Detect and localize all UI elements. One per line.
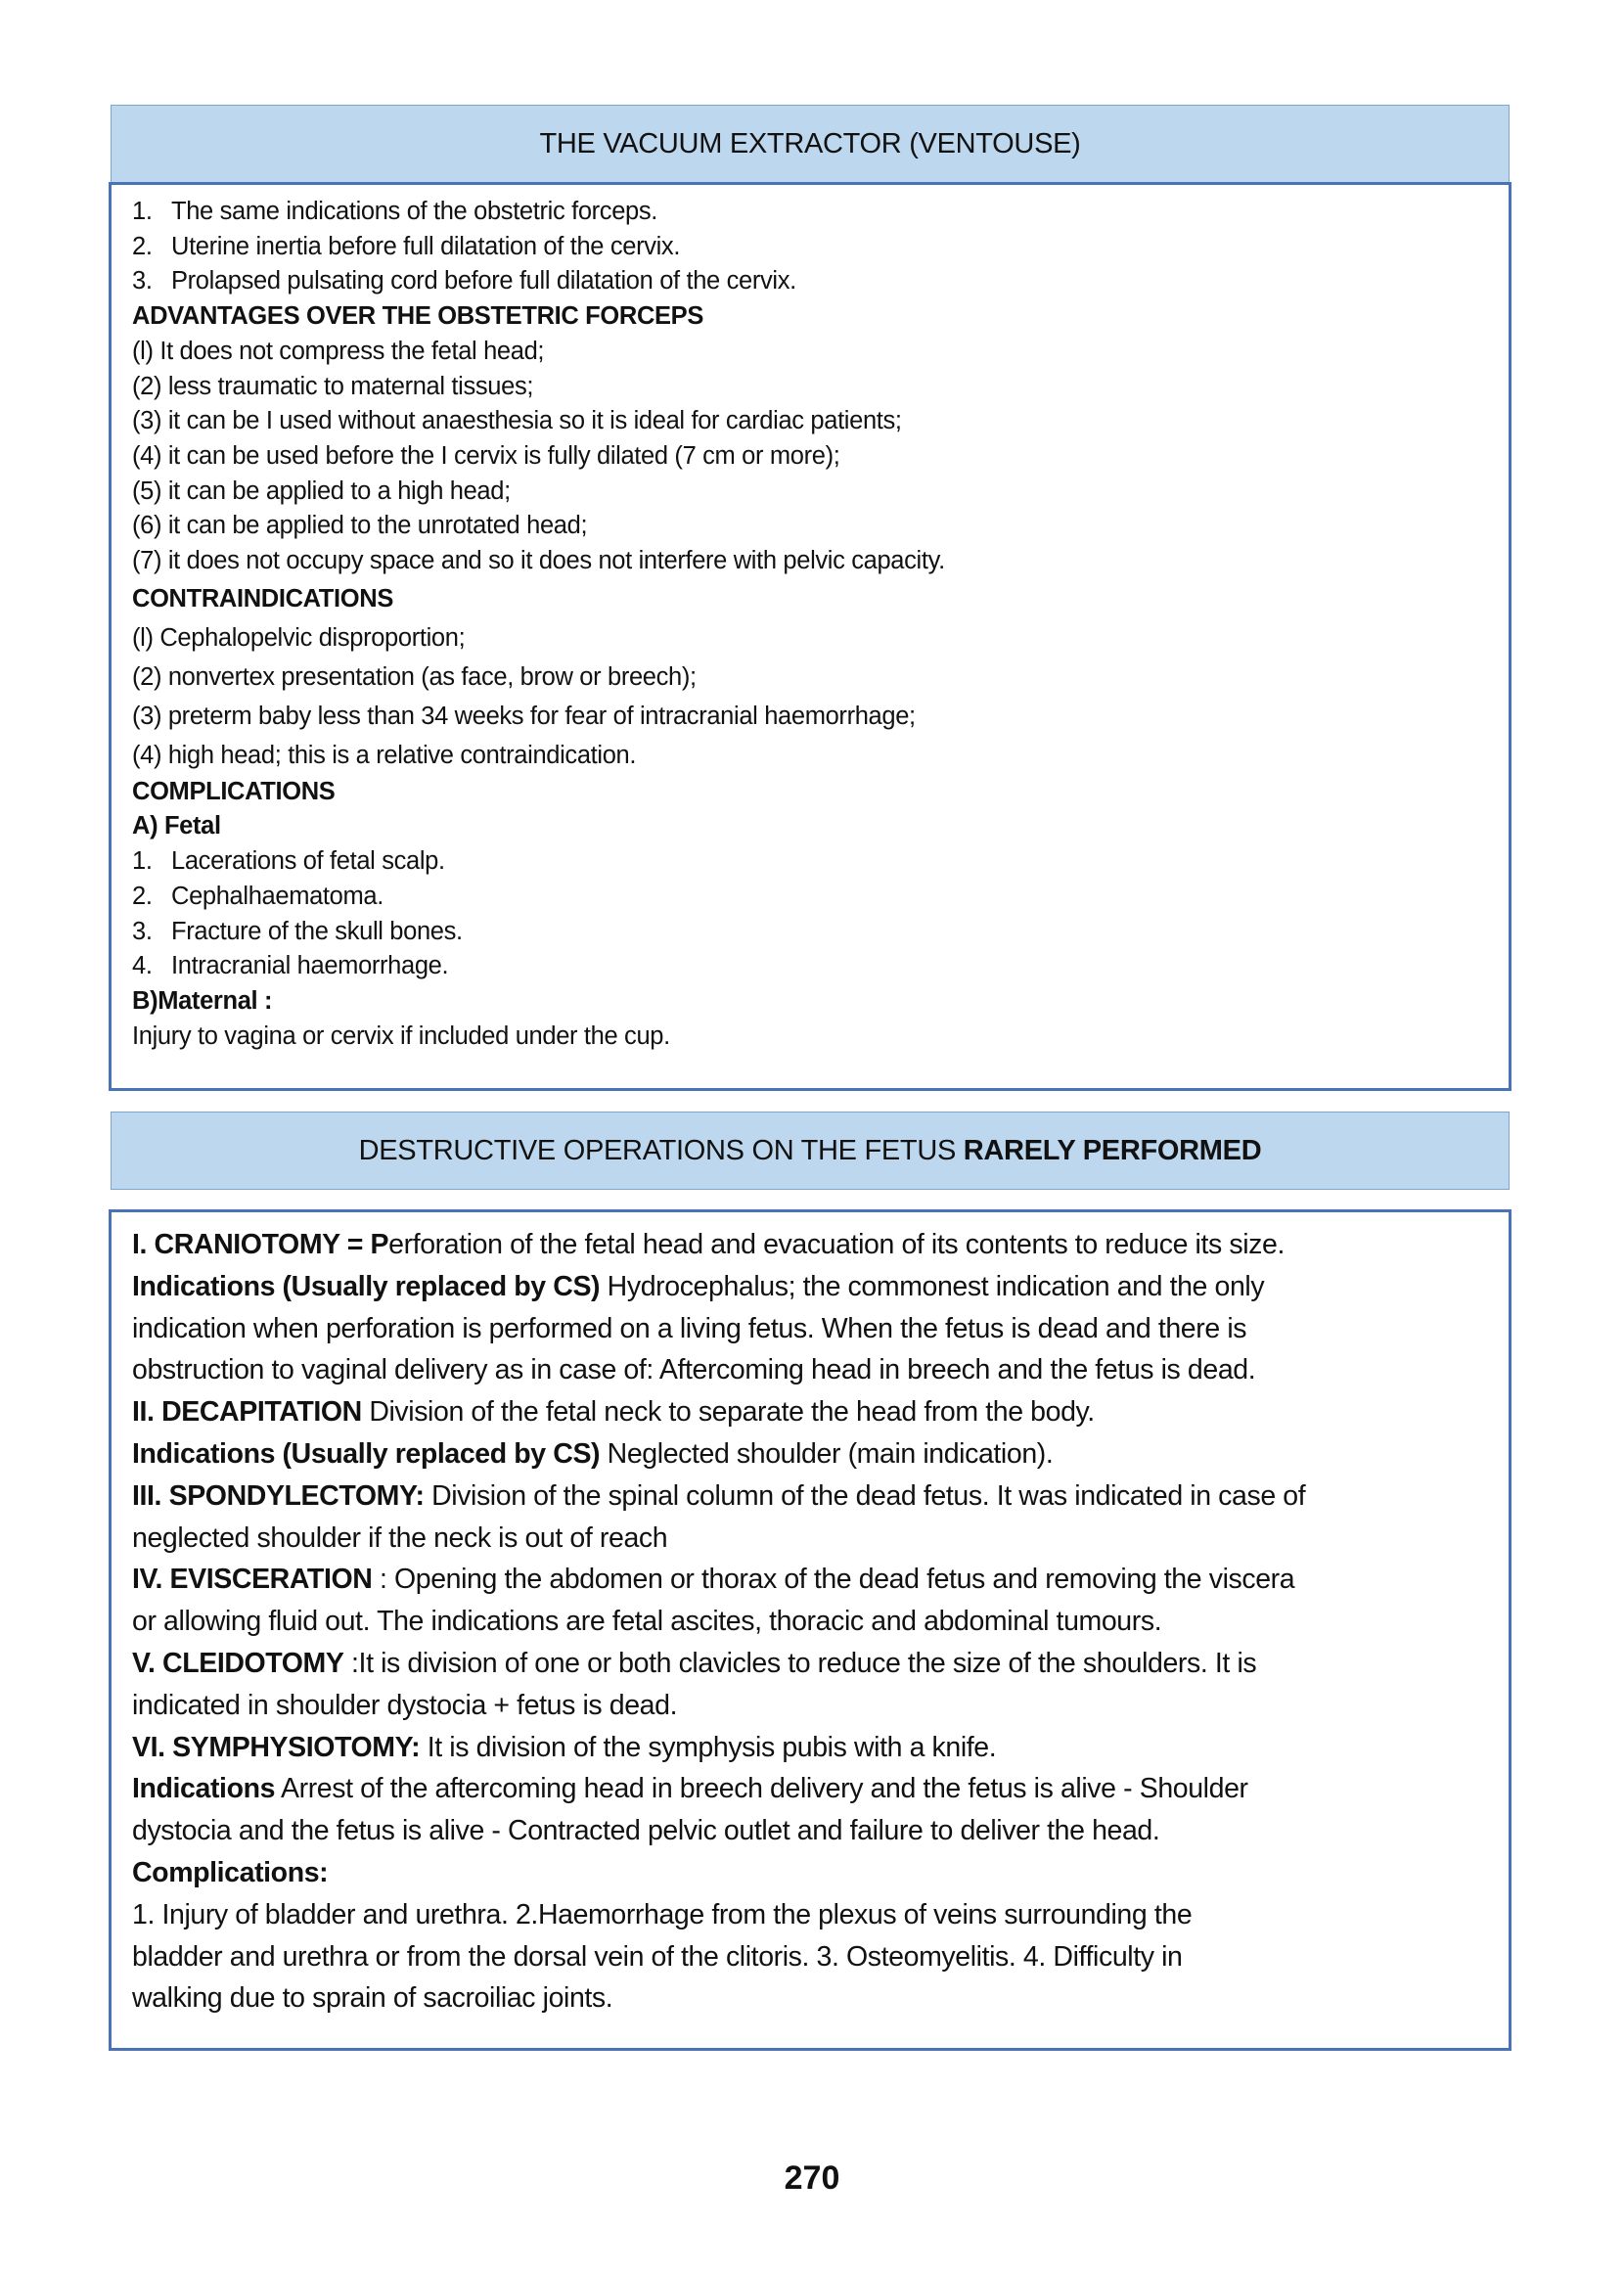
text-line: or allowing fluid out. The indications are fetal ascites, thoracic and abdominal tumours.	[132, 1606, 1162, 1638]
complications-heading: COMPLICATIONS	[132, 777, 336, 805]
page-number: 270	[784, 2159, 840, 2197]
text-line: III. SPONDYLECTOMY: Division of the spinal column of the dead fetus. It was indicated in case of	[132, 1479, 1306, 1512]
advantages-list	[132, 335, 1509, 579]
fetal-complications-list	[132, 844, 1509, 984]
text-line: II. DECAPITATION Division of the fetal neck to separate the head from the body.	[132, 1396, 1095, 1429]
text-line: Indications (Usually replaced by CS) Hydrocephalus; the commonest indication and the only	[132, 1270, 1265, 1302]
list-item: 1. Lacerations of fetal scalp.	[132, 847, 445, 876]
list-item: (6) it can be applied to the unrotated head;	[132, 512, 588, 540]
text-line: neglected shoulder if the neck is out of reach	[132, 1521, 668, 1554]
text-line: Indications (Usually replaced by CS) Neglected shoulder (main indication).	[132, 1437, 1054, 1470]
list-item: 2. Cephalhaematoma.	[132, 882, 383, 910]
list-item: (2) nonvertex presentation (as face, brow or breech);	[132, 662, 697, 691]
list-item: (4) high head; this is a relative contraindication.	[132, 741, 637, 769]
advantages-heading: ADVANTAGES OVER THE OBSTETRIC FORCEPS	[132, 302, 703, 331]
list-item: (5) it can be applied to a high head;	[132, 477, 511, 505]
list-item: (l) Cephalopelvic disproportion;	[132, 623, 466, 652]
list-item: 2. Uterine inertia before full dilatation of the cervix.	[132, 232, 681, 260]
text-line: V. CLEIDOTOMY :It is division of one or both clavicles to reduce the size of the shoulders. It is	[132, 1647, 1257, 1679]
text-line: Complications:	[132, 1856, 329, 1888]
text-line: I. CRANIOTOMY = Perforation of the fetal head and evacuation of its contents to reduce its size.	[132, 1229, 1285, 1260]
section-title: THE VACUUM EXTRACTOR (VENTOUSE)	[539, 127, 1081, 159]
section-title: DESTRUCTIVE OPERATIONS ON THE FETUS RARELY PERFORMED	[358, 1134, 1262, 1166]
text-line: walking due to sprain of sacroiliac joints.	[132, 1982, 613, 2015]
maternal-text: Injury to vagina or cervix if included under the cup.	[132, 1022, 670, 1050]
destructive-operations-content-box	[109, 1209, 1511, 2051]
list-item: (l) It does not compress the fetal head;	[132, 337, 545, 365]
section-title-emphasis: RARELY PERFORMED	[963, 1134, 1262, 1166]
indications-list	[132, 195, 1509, 299]
text-line: indicated in shoulder dystocia + fetus is dead.	[132, 1689, 678, 1721]
maternal-heading: B)Maternal :	[132, 986, 273, 1015]
list-item: (2) less traumatic to maternal tissues;	[132, 372, 534, 400]
list-item: (7) it does not occupy space and so it does not interfere with pelvic capacity.	[132, 547, 945, 575]
text-line: Indications Arrest of the aftercoming head in breech delivery and the fetus is alive - Shoulder	[132, 1773, 1248, 1805]
text-line: indication when perforation is performed on a living fetus. When the fetus is dead and there is	[132, 1312, 1247, 1344]
section-header-vacuum-extractor	[111, 105, 1510, 183]
text-line: IV. EVISCERATION : Opening the abdomen or thorax of the dead fetus and removing the viscera	[132, 1564, 1295, 1596]
text-line: bladder and urethra or from the dorsal vein of the clitoris. 3. Osteomyelitis. 4. Difficulty in	[132, 1940, 1183, 1973]
text-line: dystocia and the fetus is alive - Contracted pelvic outlet and failure to deliver the head.	[132, 1815, 1160, 1847]
destructive-operations-text	[132, 1224, 1502, 2020]
contraindications-heading: CONTRAINDICATIONS	[132, 584, 393, 613]
section-header-destructive-operations	[111, 1112, 1510, 1190]
text-line: obstruction to vaginal delivery as in case of: Aftercoming head in breech and the fetus is dead.	[132, 1354, 1256, 1386]
list-item: (4) it can be used before the I cervix is fully dilated (7 cm or more);	[132, 441, 840, 470]
list-item: 3. Fracture of the skull bones.	[132, 917, 463, 945]
text-line: 1. Injury of bladder and urethra. 2.Haemorrhage from the plexus of veins surrounding the	[132, 1898, 1193, 1930]
list-item: 1. The same indications of the obstetric forceps.	[132, 198, 657, 225]
vacuum-extractor-content-box	[109, 182, 1511, 1091]
text-line: VI. SYMPHYSIOTOMY: It is division of the symphysis pubis with a knife.	[132, 1731, 997, 1763]
list-item: (3) preterm baby less than 34 weeks for fear of intracranial haemorrhage;	[132, 702, 916, 730]
contraindications-list	[132, 618, 1509, 775]
list-item: (3) it can be I used without anaesthesia so it is ideal for cardiac patients;	[132, 407, 902, 435]
list-item: 3. Prolapsed pulsating cord before full dilatation of the cervix.	[132, 267, 796, 295]
list-item: 4. Intracranial haemorrhage.	[132, 952, 449, 980]
fetal-heading: A) Fetal	[132, 812, 221, 840]
